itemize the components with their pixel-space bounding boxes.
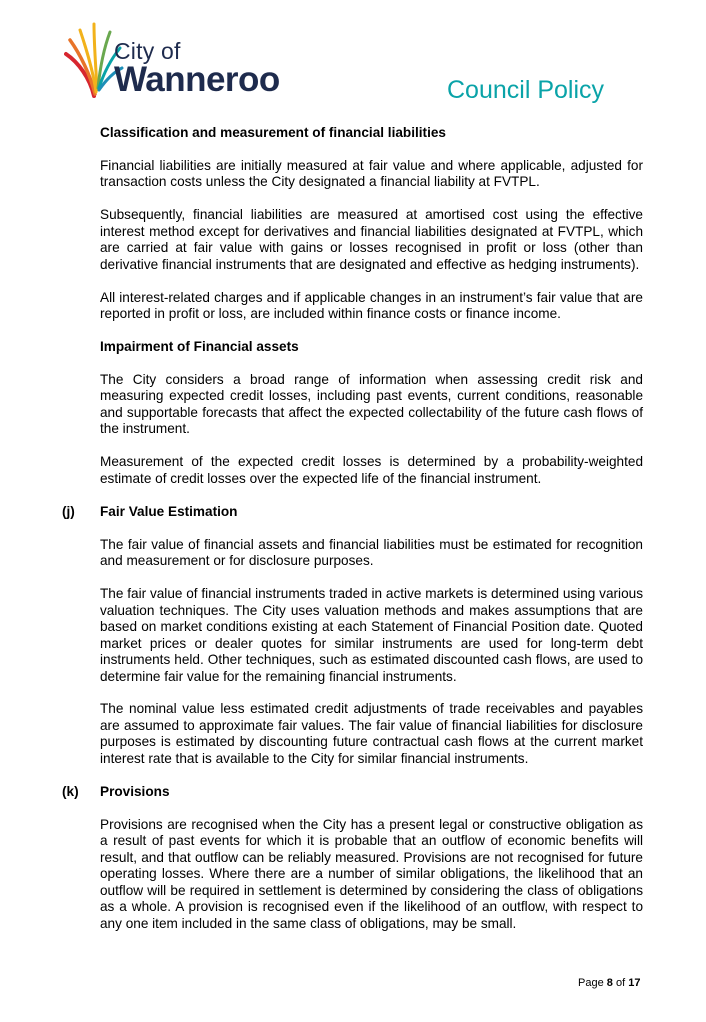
paragraph: Provisions are recognised when the City has a present legal or constructive obligation as a result of past events for which it is probable that an outflow of economic benefits will result, and that outflow can be reliably measured. Provisions are not recognised for future operating losses. Where there are a number of similar obligations, the likelihood that an outflow will be required in settlement is determined by considering the class of obligations as a whole. A provision is recognised even if the likelihood of an outflow, with respect to any one item included in the same class of obligations, may be small.: [100, 816, 643, 931]
logo-text-wanneroo: Wanneroo: [114, 60, 280, 99]
page-total: 17: [628, 977, 641, 989]
paragraph: The fair value of financial instruments traded in active markets is determined using various valuation techniques. The City uses valuation methods and makes assumptions that are based on market conditions existing at each Statement of Financial Position date. Quoted market prices or dealer quotes for similar instruments are used for long-term debt instruments held. Other techniques, such as estimated discounted cash flows, are used to determine fair value for the remaining financial instruments.: [100, 586, 643, 684]
document-type-title: Council Policy: [447, 76, 605, 104]
section-number: (j): [62, 503, 75, 519]
logo-text-city-of: City of: [114, 38, 181, 64]
paragraph: Financial liabilities are initially measured at fair value and where applicable, adjusted for transaction costs unless the City designated a financial liability at FVTPL.: [100, 157, 643, 190]
section-title: Provisions: [100, 783, 170, 799]
city-of-wanneroo-logo: [64, 18, 304, 102]
section-j-heading: [62, 503, 643, 521]
paragraph: Measurement of the expected credit losses is determined by a probability-weighted estimate of credit losses over the expected life of the financial instrument.: [100, 454, 643, 486]
page-of: of: [615, 977, 626, 989]
policy-body: [62, 125, 643, 949]
section-title: Fair Value Estimation: [100, 503, 238, 519]
page-label: Page: [578, 977, 604, 989]
page-number: [578, 977, 640, 989]
section-number: (k): [62, 783, 79, 799]
page-current: 8: [606, 977, 613, 989]
heading-classification: Classification and measurement of financial liabilities: [100, 125, 446, 140]
section-k-heading: [62, 783, 643, 801]
paragraph: The nominal value less estimated credit adjustments of trade receivables and payables are assumed to approximate fair values. The fair value of financial liabilities for disclosure purposes is estimated by discounting future contractual cash flows at the current market interest rate that is available to the City for similar financial instruments.: [100, 701, 643, 766]
paragraph: The fair value of financial assets and financial liabilities must be estimated for recognition and measurement or for disclosure purposes.: [100, 536, 643, 569]
paragraph: Subsequently, financial liabilities are measured at amortised cost using the effective interest method except for derivatives and financial liabilities designated at FVTPL, which are carried at fair value with gains or losses recognised in profit or loss (other than derivative financial instruments that are designated and effective as hedging instruments).: [100, 207, 643, 272]
paragraph: The City considers a broad range of information when assessing credit risk and measuring expected credit losses, including past events, current conditions, reasonable and supportable forecasts that affect the expected collectability of the future cash flows of the instrument.: [100, 371, 643, 437]
paragraph: All interest-related charges and if applicable changes in an instrument’s fair value that are reported in profit or loss, are included within finance costs or finance income.: [100, 289, 643, 322]
heading-impairment: Impairment of Financial assets: [100, 339, 299, 355]
